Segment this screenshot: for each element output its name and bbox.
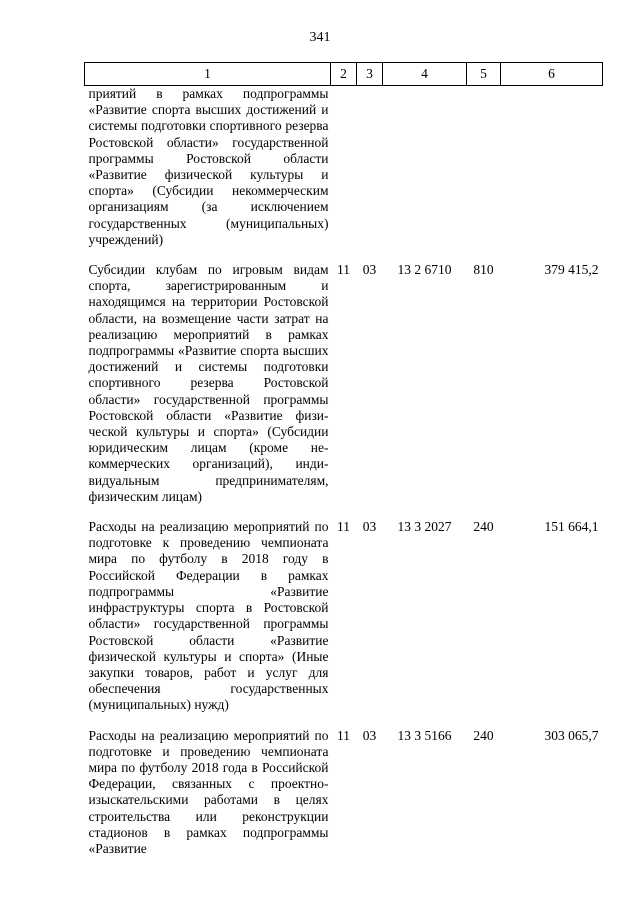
header-col-1: 1: [85, 63, 331, 86]
row-target-code: 13 3 5166: [397, 727, 452, 743]
row-subsection: 03: [362, 727, 377, 743]
header-col-6: 6: [501, 63, 603, 86]
table-row: [85, 262, 603, 505]
header-col-4: 4: [383, 63, 467, 86]
page-number: 341: [309, 30, 331, 45]
row-description: Субсидии клубам по игровым видам спорта, зарегистрированным и находящимся на территории Ростовской области, на возмещение части затрат на реализацию мероприятий в рамках подпрограммы «Развитие спорта высших достижений и системы подготовки спортивного резерва Ростовской области» государственной программы Ростовской области «Развитие физической культуры и спорта» (Субсидии юридическим лицам (кроме некоммерческих организаций), индивидуальным предпринимателям, физическим лицам): [88, 262, 329, 504]
header-col-2: 2: [331, 63, 357, 86]
row-target-code: 13 2 6710: [397, 262, 452, 278]
row-description: приятий в рамках подпрограммы «Развитие спорта высших достижений и системы подготовки спортивного резерва Ростовской области» государственной программы Ростовской области «Развитие физической культуры и спорта» (Субсидии некоммерческим организациям (за исключением государственных (муниципальных) учреждений): [88, 86, 329, 247]
table-row: [85, 519, 603, 713]
header-col-3: 3: [357, 63, 383, 86]
table-row: [85, 728, 603, 858]
header-col-5: 5: [467, 63, 501, 86]
row-amount: 379 415,2: [544, 262, 599, 278]
row-target-code: [383, 86, 467, 249]
table-row: [85, 86, 603, 249]
row-subsection: 03: [362, 519, 377, 535]
row-expense-type: 240: [473, 727, 494, 743]
row-amount: 303 065,7: [544, 727, 599, 743]
row-target-code: 13 3 2027: [397, 519, 452, 535]
row-amount: [501, 86, 603, 249]
budget-table: [84, 62, 603, 857]
row-expense-type: 240: [473, 519, 494, 535]
row-expense-type: 810: [473, 262, 494, 278]
row-amount: 151 664,1: [544, 519, 599, 535]
row-subsection: [357, 86, 383, 249]
row-subsection: 03: [362, 262, 377, 278]
row-section: 11: [337, 519, 350, 535]
header-row: [85, 63, 603, 86]
row-section: [331, 86, 357, 249]
row-description: Расходы на реализацию мероприятий по подготовке и проведению чемпионата мира по футболу 2018 года в Российской Федерации, связанных с проектно-изыскательскими работами в целях строительства или реконструкции стадионов в рамках подпрограммы «Развитие: [88, 727, 329, 856]
row-expense-type: [467, 86, 501, 249]
row-section: 11: [337, 727, 350, 743]
row-section: 11: [337, 262, 350, 278]
row-description: Расходы на реализацию мероприятий по подготовке к проведению чемпионата мира по футболу в 2018 году в Российской Федерации в рамках подпрограммы «Развитие инфраструктуры спорта в Ростовской области» государственной программы Ростовской области «Развитие физической культуры и спорта» (Иные закупки товаров, работ и услуг для обеспечения государственных (муниципальных) нужд): [88, 519, 329, 713]
